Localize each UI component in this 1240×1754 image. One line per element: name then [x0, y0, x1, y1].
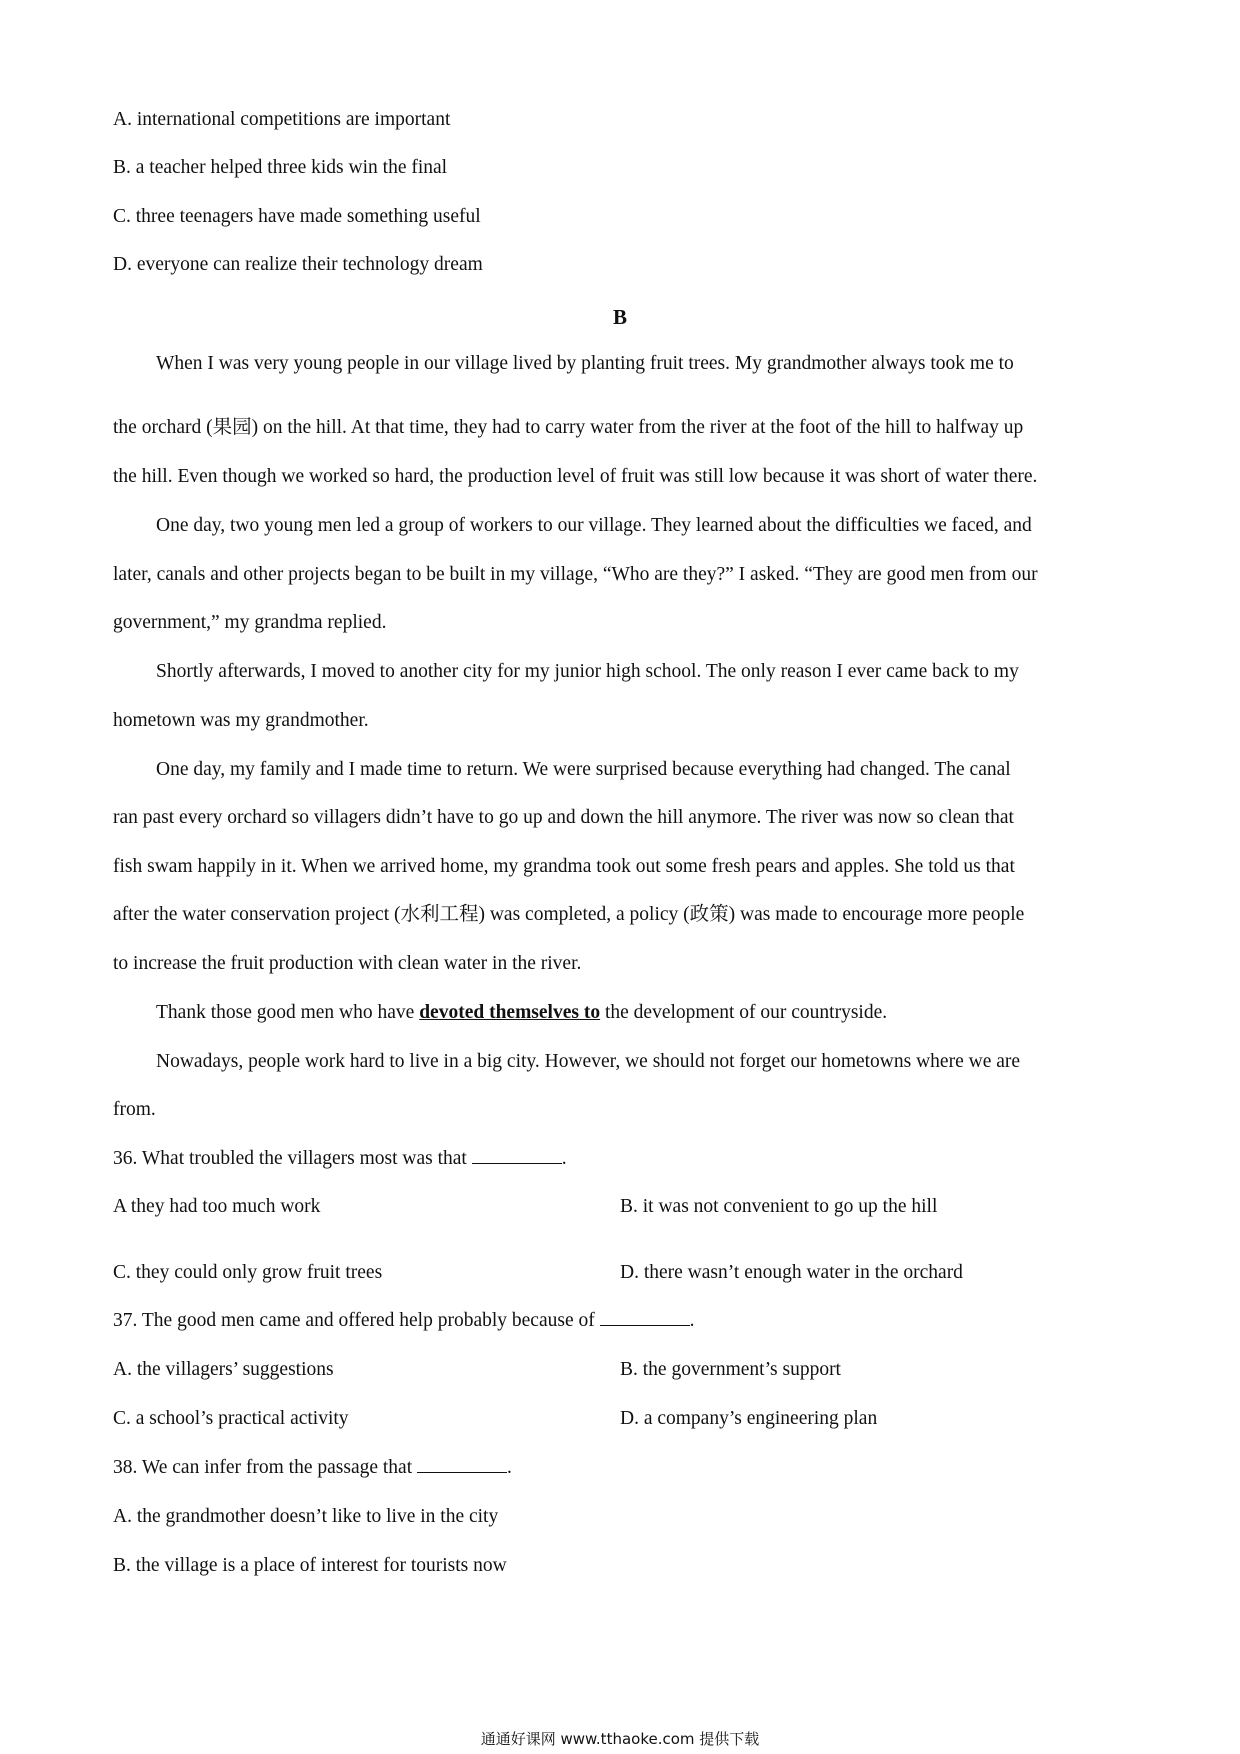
passage-p2-line2: later, canals and other projects began to be built in my village, “Who are they?” I asked. “They are good men from our	[113, 564, 1038, 585]
section-title: B	[612, 305, 627, 329]
prev-option-c: C. three teenagers have made something useful	[113, 206, 481, 227]
prev-option-b: B. a teacher helped three kids win the final	[113, 157, 448, 178]
passage-p5	[156, 1001, 887, 1025]
question-38-option-b: B. the village is a place of interest for tourists now	[113, 1555, 507, 1576]
question-38-text: 38. We can infer from the passage that	[113, 1457, 413, 1478]
question-36-option-a: A they had too much work	[113, 1196, 321, 1217]
question-37-text: 37. The good men came and offered help probably because of	[113, 1310, 595, 1331]
passage-p4-line3: fish swam happily in it. When we arrived home, my grandma took out some fresh pears and apples. She told us that	[113, 856, 1015, 877]
question-36-option-b: B. it was not convenient to go up the hill	[620, 1196, 938, 1217]
question-37-option-b: B. the government’s support	[620, 1359, 841, 1380]
passage-p6-line1: Nowadays, people work hard to live in a big city. However, we should not forget our hometowns where we are	[156, 1051, 1021, 1072]
question-38-stem: 38. We can infer from the passage that .	[113, 1457, 512, 1478]
question-37-stem: 37. The good men came and offered help probably because of .	[113, 1310, 695, 1331]
passage-p2-line1: One day, two young men led a group of workers to our village. They learned about the difficulties we faced, and	[156, 515, 1032, 536]
passage-p5-after: the development of our countryside.	[600, 1002, 888, 1023]
question-37-option-d: D. a company’s engineering plan	[620, 1408, 878, 1429]
answer-blank	[472, 1147, 562, 1164]
page-footer: 通通好课网 www.tthaoke.com 提供下载	[480, 1730, 760, 1748]
question-36-option-c: C. they could only grow fruit trees	[113, 1262, 383, 1283]
question-36-stem: 36. What troubled the villagers most was that .	[113, 1148, 567, 1169]
prev-option-a: A. international competitions are important	[113, 109, 451, 130]
question-38-option-a: A. the grandmother doesn’t like to live in the city	[113, 1506, 499, 1527]
underlined-phrase: devoted themselves to	[419, 1002, 601, 1023]
passage-p1-line1: When I was very young people in our village lived by planting fruit trees. My grandmother always took me to	[156, 353, 1014, 374]
passage-p4-line4: after the water conservation project (水利工程) was completed, a policy (政策) was made to encourage more people	[113, 904, 1025, 925]
question-36-option-d: D. there wasn’t enough water in the orchard	[620, 1262, 963, 1283]
passage-p2-line3: government,” my grandma replied.	[113, 612, 387, 633]
passage-p4-line5: to increase the fruit production with clean water in the river.	[113, 953, 582, 974]
answer-blank	[600, 1309, 690, 1326]
question-37-option-c: C. a school’s practical activity	[113, 1408, 349, 1429]
passage-p6-line2: from.	[113, 1099, 156, 1120]
question-37-option-a: A. the villagers’ suggestions	[113, 1359, 334, 1380]
passage-p3-line1: Shortly afterwards, I moved to another city for my junior high school. The only reason I ever came back to my	[156, 661, 1019, 682]
passage-p1-line3: the hill. Even though we worked so hard, the production level of fruit was still low because it was short of water there.	[113, 466, 1038, 487]
question-36-text: 36. What troubled the villagers most was that	[113, 1148, 467, 1169]
passage-p5-before: Thank those good men who have	[156, 1002, 420, 1023]
passage-p3-line2: hometown was my grandmother.	[113, 710, 369, 731]
passage-p4-line2: ran past every orchard so villagers didn’t have to go up and down the hill anymore. The river was now so clean that	[113, 807, 1014, 828]
passage-p4-line1: One day, my family and I made time to return. We were surprised because everything had changed. The canal	[156, 759, 1011, 780]
prev-option-d: D. everyone can realize their technology dream	[113, 254, 483, 275]
passage-p1-line2: the orchard (果园) on the hill. At that time, they had to carry water from the river at the foot of the hill to halfway up	[113, 417, 1024, 438]
answer-blank	[417, 1456, 507, 1473]
